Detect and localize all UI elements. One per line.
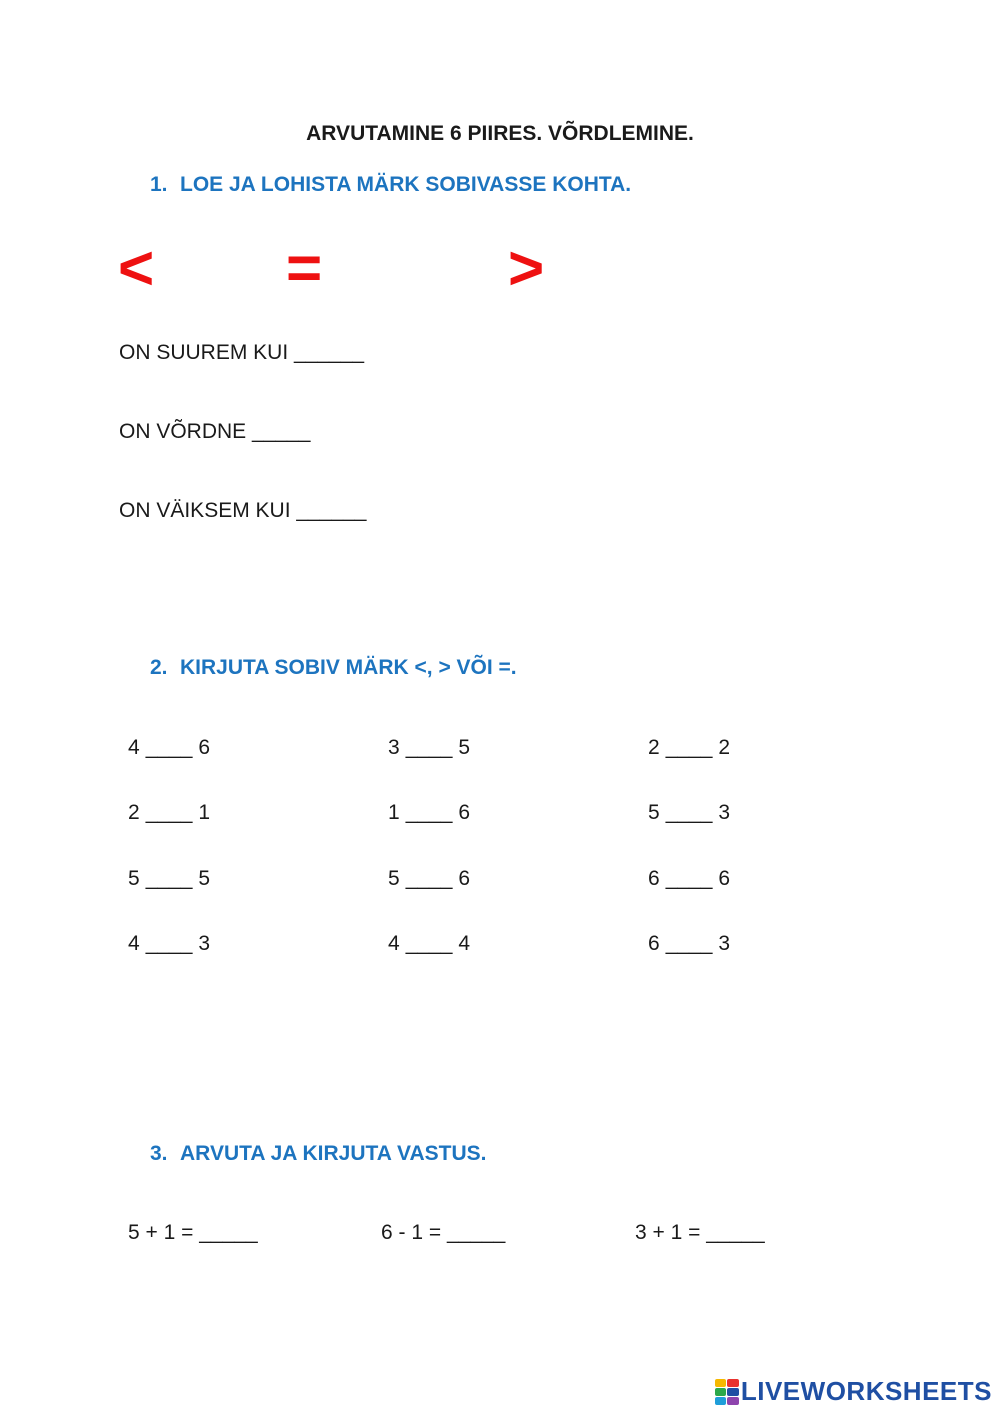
comparison-item [388, 867, 470, 891]
comparison-left-number: 3 [388, 736, 400, 759]
comparison-item [648, 801, 730, 825]
statement-greater: ON SUUREM KUI ______ [119, 341, 365, 364]
comparison-item [648, 867, 730, 891]
comparison-left-number: 1 [388, 801, 400, 824]
section-3-heading [150, 1142, 486, 1166]
comparison-blank[interactable]: ____ [145, 867, 193, 890]
equation-3[interactable]: 3 + 1 = _____ [635, 1221, 765, 1244]
section-1-heading-text: LOE JA LOHISTA MÄRK SOBIVASSE KOHTA. [180, 173, 632, 196]
comparison-item [388, 736, 470, 760]
equation-2[interactable]: 6 - 1 = _____ [381, 1221, 506, 1244]
comparison-item [388, 801, 470, 825]
comparison-item [648, 932, 730, 956]
comparison-blank[interactable]: ____ [665, 736, 713, 759]
equation-1[interactable]: 5 + 1 = _____ [128, 1221, 258, 1244]
comparison-left-number: 6 [648, 867, 660, 890]
comparison-left-number: 4 [388, 932, 400, 955]
liveworksheets-logo [715, 1376, 992, 1407]
comparison-left-number: 6 [648, 932, 660, 955]
liveworksheets-logo-text: LIVEWORKSHEETS [740, 1376, 992, 1406]
greater-than-sign[interactable]: > [508, 234, 545, 303]
comparison-left-number: 5 [388, 867, 400, 890]
comparison-item [128, 801, 210, 825]
comparison-blank[interactable]: ____ [665, 867, 713, 890]
section-2-heading-text: KIRJUTA SOBIV MÄRK <, > VÕI =. [180, 656, 517, 679]
liveworksheets-logo-icon [715, 1379, 739, 1405]
comparison-blank[interactable]: ____ [405, 801, 453, 824]
page-title: ARVUTAMINE 6 PIIRES. VÕRDLEMINE. [306, 122, 694, 145]
equals-sign[interactable]: = [286, 234, 323, 303]
comparison-right-number: 1 [198, 801, 211, 824]
statement-equal: ON VÕRDNE _____ [119, 420, 311, 443]
comparison-item [128, 932, 210, 956]
comparison-left-number: 2 [648, 736, 660, 759]
comparison-item [388, 932, 470, 956]
comparison-right-number: 3 [718, 801, 731, 824]
comparison-item [648, 736, 730, 760]
comparison-left-number: 5 [128, 867, 140, 890]
section-1-heading [150, 173, 631, 197]
comparison-blank[interactable]: ____ [145, 932, 193, 955]
comparison-right-number: 6 [458, 801, 471, 824]
comparison-blank[interactable]: ____ [405, 932, 453, 955]
comparison-right-number: 5 [198, 867, 211, 890]
section-2-heading [150, 656, 517, 680]
comparison-left-number: 4 [128, 736, 140, 759]
comparison-left-number: 5 [648, 801, 660, 824]
comparison-blank[interactable]: ____ [665, 801, 713, 824]
comparison-item [128, 867, 210, 891]
comparison-item [128, 736, 210, 760]
comparison-blank[interactable]: ____ [405, 736, 453, 759]
comparison-right-number: 6 [718, 867, 731, 890]
comparison-blank[interactable]: ____ [405, 867, 453, 890]
comparison-left-number: 4 [128, 932, 140, 955]
comparison-right-number: 4 [458, 932, 471, 955]
comparison-right-number: 6 [198, 736, 211, 759]
comparison-right-number: 3 [718, 932, 731, 955]
section-3-number: 3. [150, 1142, 168, 1165]
comparison-blank[interactable]: ____ [145, 736, 193, 759]
statement-less: ON VÄIKSEM KUI ______ [119, 499, 367, 522]
comparison-right-number: 5 [458, 736, 471, 759]
less-than-sign[interactable]: < [118, 234, 155, 303]
comparison-right-number: 3 [198, 932, 211, 955]
comparison-right-number: 6 [458, 867, 471, 890]
section-3-heading-text: ARVUTA JA KIRJUTA VASTUS. [180, 1142, 487, 1165]
comparison-right-number: 2 [718, 736, 731, 759]
comparison-blank[interactable]: ____ [665, 932, 713, 955]
comparison-blank[interactable]: ____ [145, 801, 193, 824]
section-1-number: 1. [150, 173, 168, 196]
comparison-left-number: 2 [128, 801, 140, 824]
section-2-number: 2. [150, 656, 168, 679]
